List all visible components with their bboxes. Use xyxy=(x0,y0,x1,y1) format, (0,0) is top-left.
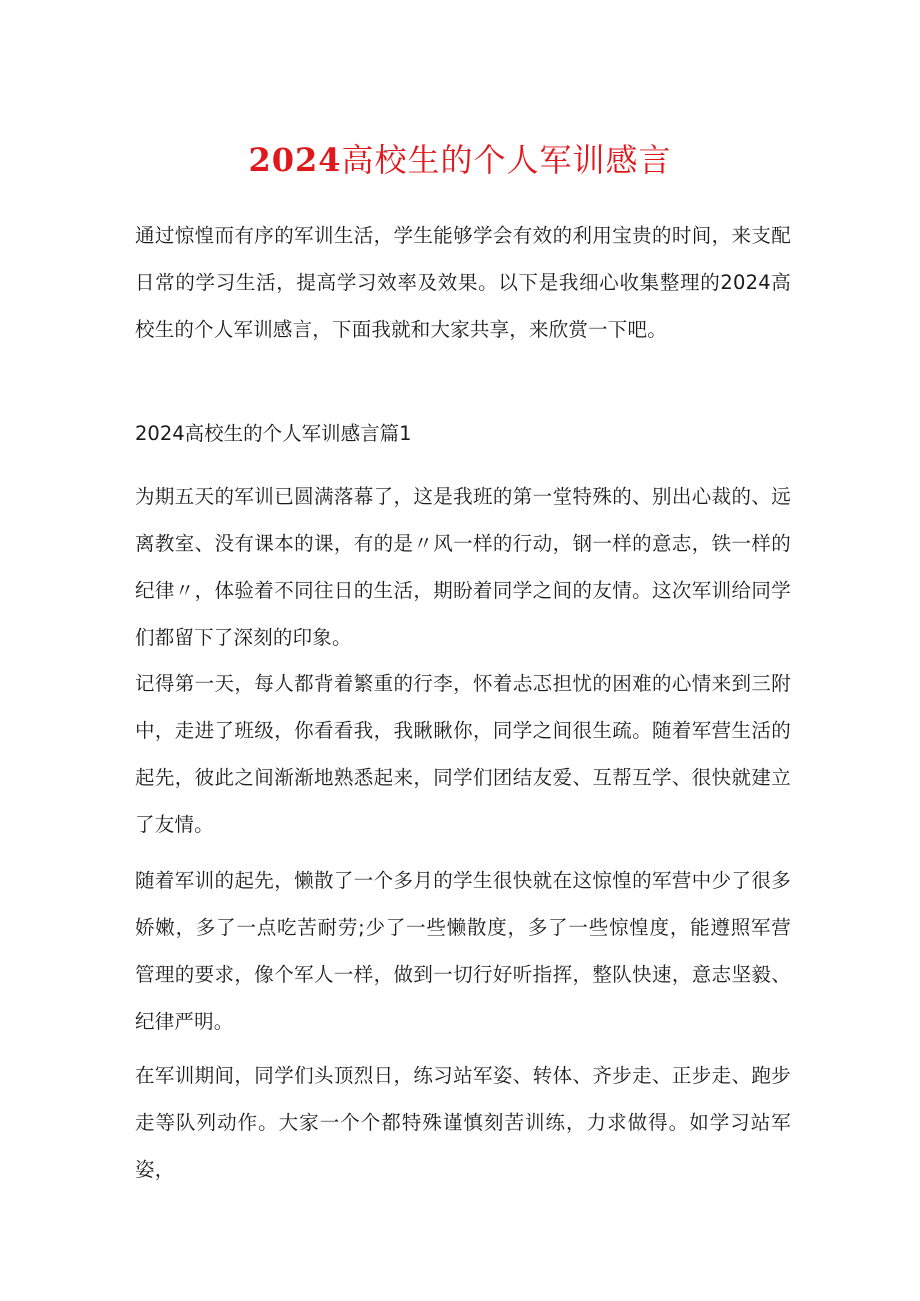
title-year: 2024 xyxy=(248,141,342,179)
section-heading: 2024高校生的个人军训感言篇1 xyxy=(135,422,412,445)
document-title xyxy=(0,138,920,182)
paragraph-2: 记得第一天，每人都背着繁重的行李，怀着忐忑担忧的困难的心情来到三附中，走进了班级，你看看我，我瞅瞅你，同学之间很生疏。随着军营生活的起先，彼此之间渐渐地熟悉起来，同学们团结友爱、互帮互学、很快就建立了友情。 xyxy=(135,672,791,836)
intro-paragraph: 通过惊惶而有序的军训生活，学生能够学会有效的利用宝贵的时间，来支配日常的学习生活，提高学习效率及效果。以下是我细心收集整理的2024高校生的个人军训感言，下面我就和大家共享，来欣赏一下吧。 xyxy=(135,224,791,341)
paragraph-3: 随着军训的起先，懒散了一个多月的学生很快就在这惊惶的军营中少了很多娇嫩，多了一点吃苦耐劳;少了一些懒散度，多了一些惊惶度，能遵照军营管理的要求，像个军人一样，做到一切行好听指挥，整队快速，意志坚毅、纪律严明。 xyxy=(135,869,791,1033)
paragraph-1: 为期五天的军训已圆满落幕了，这是我班的第一堂特殊的、别出心裁的、远离教室、没有课本的课，有的是〃风一样的行动，钢一样的意志，铁一样的纪律〃，体验着不同往日的生活，期盼着同学之间的友情。这次军训给同学们都留下了深刻的印象。 xyxy=(135,485,791,649)
title-text: 高校生的个人军训感言 xyxy=(341,141,672,179)
paragraph-4: 在军训期间，同学们头顶烈日，练习站军姿、转体、齐步走、正步走、跑步走等队列动作。大家一个个都特殊谨慎刻苦训练，力求做得。如学习站军姿， xyxy=(135,1064,791,1181)
